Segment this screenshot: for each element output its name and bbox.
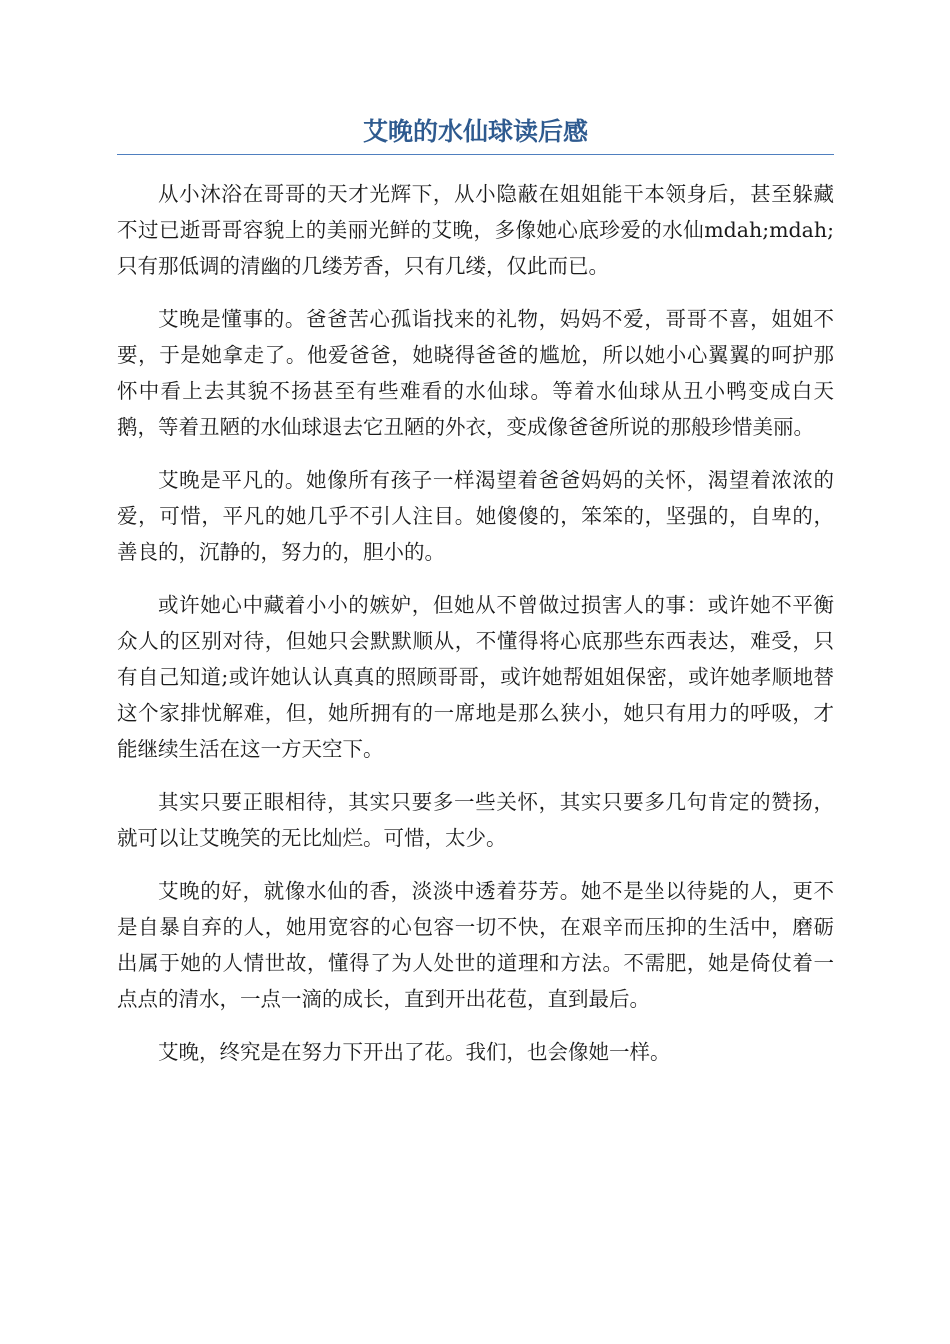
paragraph-2: 艾晚是懂事的。爸爸苦心孤诣找来的礼物，妈妈不爱，哥哥不喜，姐姐不要，于是她拿走了。他爱爸爸，她晓得爸爸的尴尬，所以她小心翼翼的呵护那怀中看上去其貌不扬甚至有些难看的水仙球。等着水仙球从丑小鸭变成白天鹅，等着丑陋的水仙球退去它丑陋的外衣，变成像爸爸所说的那般珍惜美丽。 [117,307,834,439]
paragraph-4: 或许她心中藏着小小的嫉妒，但她从不曾做过损害人的事：或许她不平衡众人的区别对待，但她只会默默顺从，不懂得将心底那些东西表达，难受，只有自己知道;或许她认认真真的照顾哥哥，或许她帮姐姐保密，或许她孝顺地替这个家排忧解难，但，她所拥有的一席地是那么狭小，她只有用力的呼吸，才能继续生活在这一方天空下。 [117,593,834,761]
paragraph-6: 艾晚的好，就像水仙的香，淡淡中透着芬芳。她不是坐以待毙的人，更不是自暴自弃的人，她用宽容的心包容一切不快，在艰辛而压抑的生活中，磨砺出属于她的人情世故，懂得了为人处世的道理和方法。不需肥，她是倚仗着一点点的清水，一点一滴的成长，直到开出花苞，直到最后。 [117,879,834,1011]
paragraph-1: 从小沐浴在哥哥的天才光辉下，从小隐蔽在姐姐能干本领身后，甚至躲藏不过已逝哥哥容貌上的美丽光鲜的艾晚，多像她心底珍爱的水仙mdah;mdah;只有那低调的清幽的几缕芳香，只有几缕，仅此而已。 [117,182,834,278]
paragraph-3: 艾晚是平凡的。她像所有孩子一样渴望着爸爸妈妈的关怀，渴望着浓浓的爱，可惜，平凡的她几乎不引人注目。她傻傻的，笨笨的，坚强的，自卑的，善良的，沉静的，努力的，胆小的。 [117,468,834,564]
paragraph-7: 艾晚，终究是在努力下开出了花。我们，也会像她一样。 [158,1040,671,1064]
document-body [117,176,834,1087]
title-underline [117,154,834,155]
paragraph-5: 其实只要正眼相待，其实只要多一些关怀，其实只要多几句肯定的赞扬，就可以让艾晚笑的无比灿烂。可惜，太少。 [117,790,834,850]
document-title: 艾晚的水仙球读后感 [362,117,588,146]
